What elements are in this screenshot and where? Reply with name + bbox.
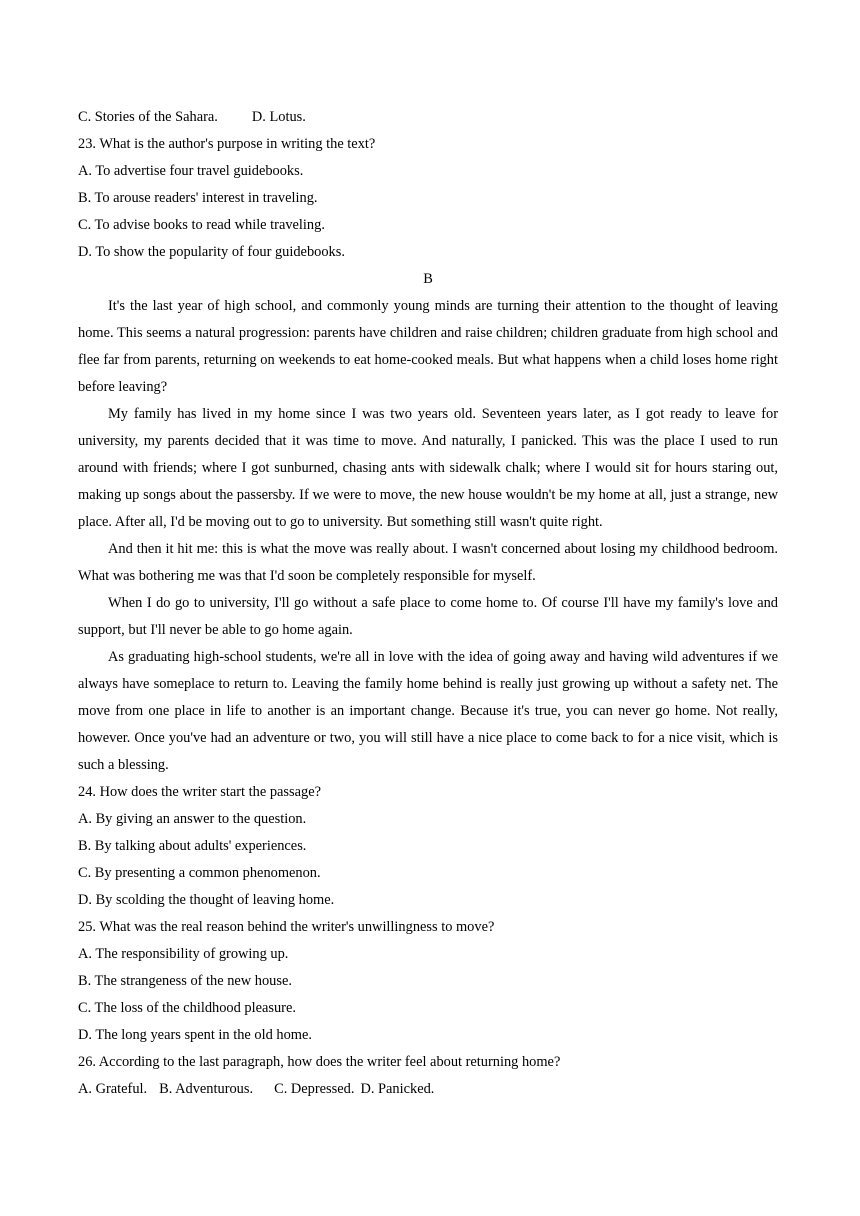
passage-paragraph-3: And then it hit me: this is what the move was really about. I wasn't concerned about losing my childhood bedroom. What was bothering me was that I'd soon be completely responsible for myself. xyxy=(78,541,778,584)
q22-option-c: C. Stories of the Sahara. xyxy=(78,109,218,125)
q23-option-a: A. To advertise four travel guidebooks. xyxy=(78,163,304,179)
passage-paragraph-1: It's the last year of high school, and commonly young minds are turning their attention to the thought of leaving home. This seems a natural progression: parents have children and raise children; children graduate from high school and flee far from parents, returning on weekends to eat home-cooked meals. But what happens when a child loses home right before leaving? xyxy=(78,298,778,395)
q23-question: 23. What is the author's purpose in writing the text? xyxy=(78,136,376,152)
passage-paragraph-4: When I do go to university, I'll go without a safe place to come home to. Of course I'll have my family's love and support, but I'll never be able to go home again. xyxy=(78,595,778,638)
passage-paragraph-5: As graduating high-school students, we're all in love with the idea of going away and having wild adventures if we always have someplace to return to. Leaving the family home behind is really just growing up without a safety net. The move from one place in life to another is an important change. Because it's true, you can never go home. Not really, however. Once you've had an adventure or two, you will still have a nice place to come back to for a nice visit, which is such a blessing. xyxy=(78,649,778,773)
q24-option-d: D. By scolding the thought of leaving home. xyxy=(78,892,335,908)
exam-page xyxy=(78,104,778,1103)
q25-option-a: A. The responsibility of growing up. xyxy=(78,946,289,962)
q25-option-d: D. The long years spent in the old home. xyxy=(78,1027,312,1043)
q25-question: 25. What was the real reason behind the writer's unwillingness to move? xyxy=(78,919,495,935)
q26-option-c: C. Depressed. xyxy=(274,1081,355,1097)
q22-option-d: D. Lotus. xyxy=(251,109,306,125)
q26-option-d: D. Panicked. xyxy=(360,1081,435,1097)
q22-options-row xyxy=(78,104,778,131)
q24-option-b: B. By talking about adults' experiences. xyxy=(78,838,307,854)
q24-option-a: A. By giving an answer to the question. xyxy=(78,811,307,827)
q25-option-b: B. The strangeness of the new house. xyxy=(78,973,292,989)
q26-option-b: B. Adventurous. xyxy=(159,1081,254,1097)
q26-options-row xyxy=(78,1076,778,1103)
q23-option-d: D. To show the popularity of four guidebooks. xyxy=(78,244,345,260)
q25-option-c: C. The loss of the childhood pleasure. xyxy=(78,1000,296,1016)
section-label: B xyxy=(423,271,433,287)
q24-question: 24. How does the writer start the passage? xyxy=(78,784,321,800)
q24-option-c: C. By presenting a common phenomenon. xyxy=(78,865,321,881)
q23-option-c: C. To advise books to read while traveling. xyxy=(78,217,325,233)
q26-question: 26. According to the last paragraph, how does the writer feel about returning home? xyxy=(78,1054,561,1070)
q26-option-a: A. Grateful. xyxy=(78,1081,148,1097)
q23-option-b: B. To arouse readers' interest in traveling. xyxy=(78,190,318,206)
passage-paragraph-2: My family has lived in my home since I was two years old. Seventeen years later, as I got ready to leave for university, my parents decided that it was time to move. And naturally, I panicked. This was the place I used to run around with friends; where I got sunburned, chasing ants with sidewalk chalk; where I would sit for hours staring out, making up songs about the passersby. If we were to move, the new house wouldn't be my home at all, just a strange, new place. After all, I'd be moving out to go to university. But something still wasn't quite right. xyxy=(78,406,778,530)
